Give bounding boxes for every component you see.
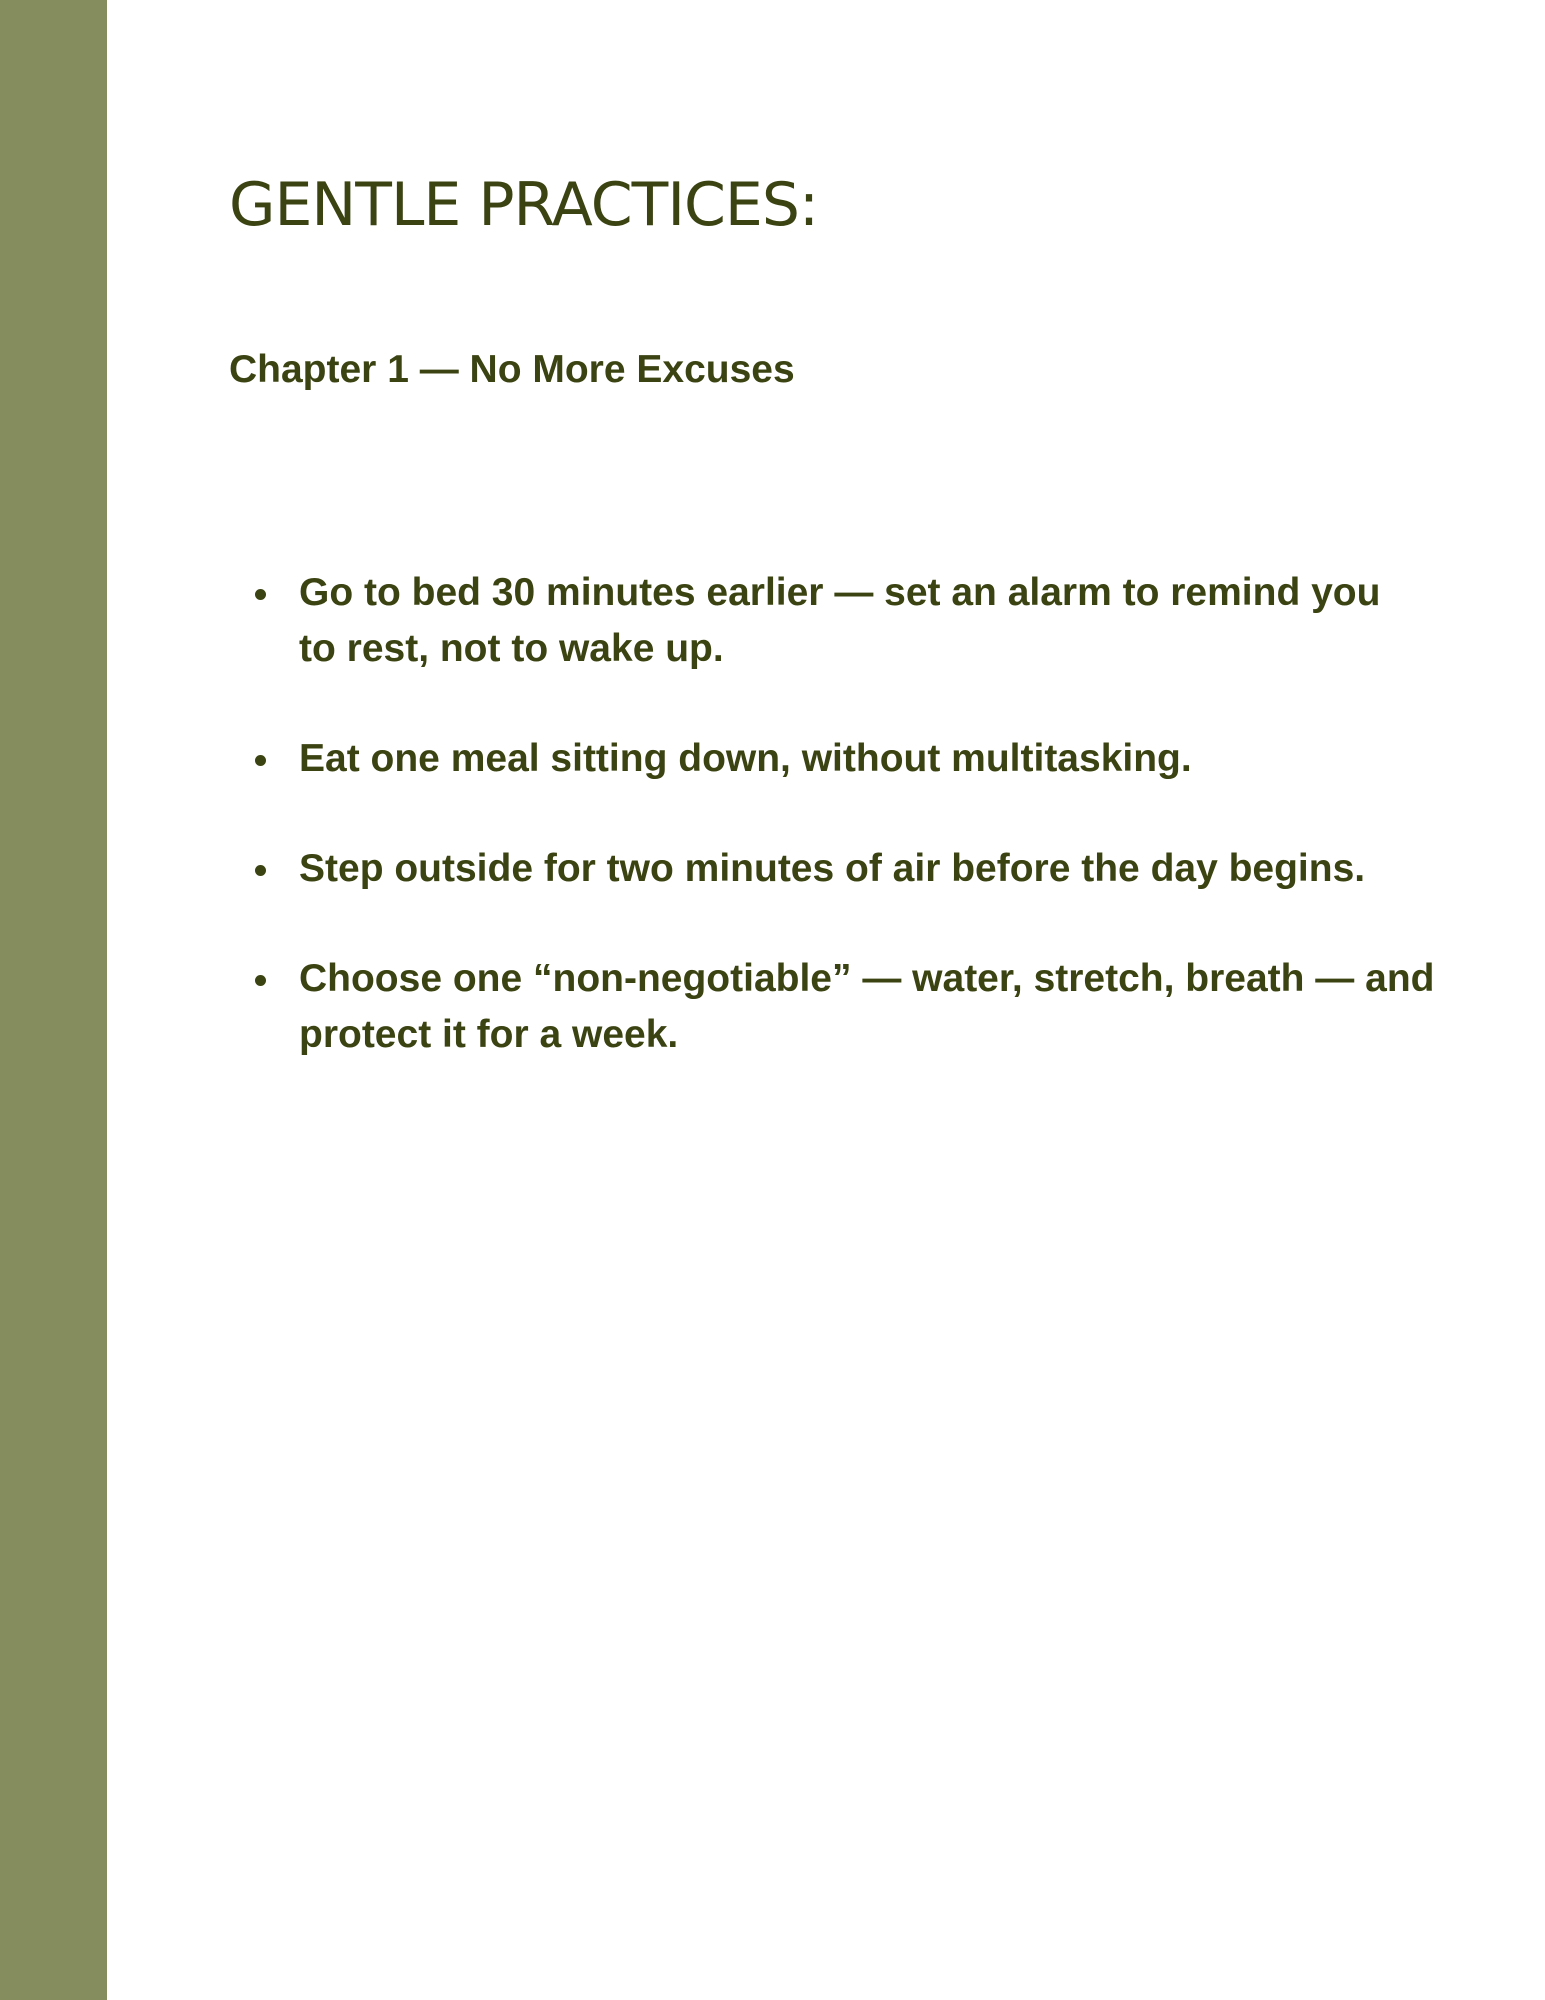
practice-item [255, 951, 1459, 1063]
practice-item [255, 731, 1459, 787]
bullet-icon [255, 975, 266, 986]
practice-text: Step outside for two minutes of air before the day begins. [299, 847, 1366, 890]
practice-item [255, 841, 1479, 897]
side-accent-band [0, 0, 107, 2000]
practice-text: Go to bed 30 minutes earlier — set an alarm to remind you to rest, not to wake up. [299, 571, 1381, 670]
bullet-icon [255, 589, 266, 600]
page-title: GENTLE PRACTICES: [229, 170, 819, 240]
practice-item [255, 565, 1413, 677]
bullet-icon [255, 865, 266, 876]
bullet-icon [255, 755, 266, 766]
practice-text: Eat one meal sitting down, without multitasking. [299, 737, 1192, 780]
practice-text: Choose one “non-negotiable” — water, stretch, breath — and protect it for a week. [299, 957, 1435, 1056]
chapter-title: Chapter 1 — No More Excuses [229, 348, 795, 391]
practice-list [255, 565, 1455, 1063]
